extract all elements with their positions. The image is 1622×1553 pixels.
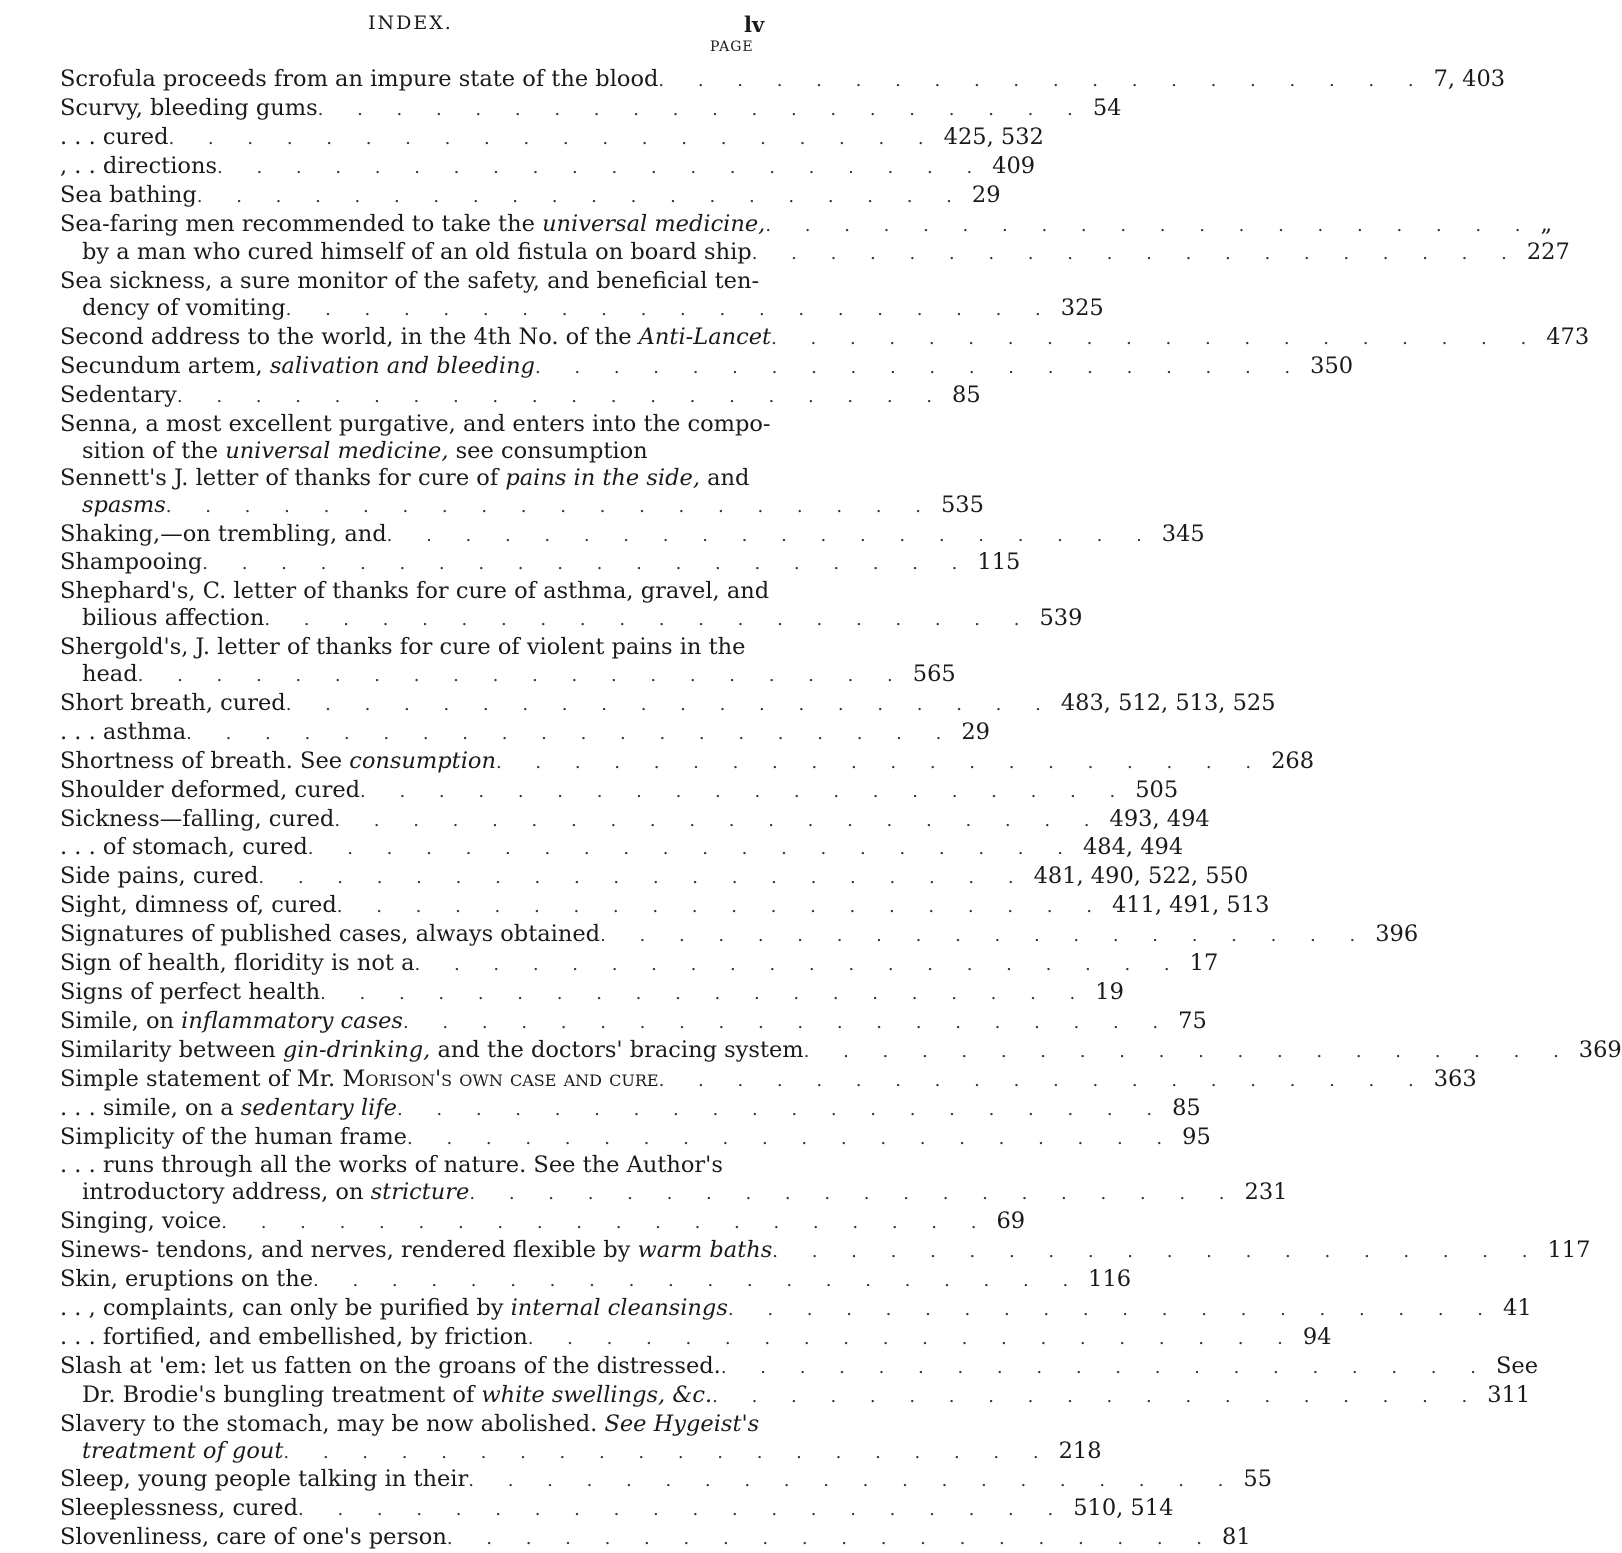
dot-leader: . . . . . . . . . . . . . . . . . . . . (527, 1327, 1297, 1349)
page-reference: 493, 494 (1109, 805, 1210, 832)
index-entry-text-part: Singing, voice (60, 1208, 222, 1235)
dot-leader: . . . . . . . . . . . . . . . . . . . . (712, 1385, 1482, 1407)
page-reference: 345 (1161, 520, 1205, 547)
index-entry-text (60, 1324, 528, 1351)
page-reference: 54 (1092, 94, 1122, 121)
index-entry (60, 210, 1553, 240)
index-entry-text-part: spasms (82, 491, 166, 518)
page-number: lv (744, 12, 765, 37)
index-entry-text (60, 748, 496, 775)
index-entry-text (60, 1124, 407, 1151)
index-entry-text-part: universal medicine, (542, 210, 766, 237)
index-entry (60, 863, 1249, 892)
index-entry-text-part: Side pains, cured (60, 863, 259, 890)
index-entry (60, 1123, 1211, 1153)
dot-leader: . . . . . . . . . . . . . . . . . . . . (469, 1183, 1239, 1205)
index-entry-text (60, 1008, 403, 1035)
index-entry (60, 834, 1184, 863)
index-entry-text-part: . . . of stomach, cured (60, 834, 308, 861)
page-reference: 55 (1243, 1466, 1273, 1493)
index-entry-text-part: introductory address, on (82, 1179, 371, 1206)
index-entry-text (60, 634, 745, 661)
dot-leader: . . . . . . . . . . . . . . . . . . . . (765, 214, 1535, 236)
page-reference: 369 (1578, 1036, 1622, 1063)
dot-leader: . . . . . . . . . . . . . . . . . . . . (534, 357, 1305, 379)
dot-leader: . . . . . . . . . . . . . . . . . . . . (137, 665, 907, 687)
dot-leader: . . . . . . . . . . . . . . . . . . . . (360, 780, 1130, 802)
index-entry-text (60, 1152, 723, 1179)
index-entry-text-part: Slash at 'em: let us fatten on the groans of the distressed. (60, 1352, 721, 1379)
index-entry-text-part: Morison's own case and cure (342, 1065, 659, 1092)
index-entry-text-part: inflammatory cases (181, 1007, 403, 1034)
index-entry (60, 438, 740, 465)
index-entry-text-part: by a man who cured himself of an old fistula on board ship (82, 239, 752, 266)
dot-leader: . . . . . . . . . . . . . . . . . . . . (720, 1356, 1490, 1378)
dot-leader: . . . . . . . . . . . . . . . . . . . . (264, 609, 1034, 631)
page-reference: See (1495, 1352, 1539, 1379)
index-entry-text (60, 777, 360, 804)
index-entry-text (60, 1295, 728, 1322)
index-entry-text (60, 124, 168, 151)
index-entry-text-part: Sedentary (60, 381, 177, 408)
dot-leader: . . . . . . . . . . . . . . . . . . . . (221, 1212, 991, 1234)
index-entry-text-part: See Hygeist's (604, 1410, 760, 1437)
dot-leader: . . . . . . . . . . . . . . . . . . . . (313, 1270, 1083, 1292)
page-reference: 350 (1310, 353, 1354, 380)
page-reference: 425, 532 (943, 123, 1044, 150)
index-entry (60, 1266, 1132, 1295)
page-reference: 510, 514 (1073, 1495, 1174, 1522)
index-entry (60, 239, 1570, 268)
index-entry-text-part: . . , complaints, can only be purified by (60, 1294, 511, 1321)
page-reference: 75 (1178, 1007, 1207, 1034)
index-entry-text-part: . . . fortified, and embellished, by friction (60, 1323, 528, 1350)
index-entry-text (60, 690, 286, 717)
index-entry (60, 718, 990, 748)
page-reference: 473 (1546, 324, 1590, 351)
page-column-label: PAGE (710, 39, 754, 55)
index-entry-text (60, 182, 197, 209)
index-entry-text-part: . . . simile, on a (60, 1094, 241, 1121)
index-entry (60, 1208, 1026, 1237)
index-entry-text-part: Dr. Brodie's bungling treatment of (82, 1381, 482, 1408)
dot-leader: . . . . . . . . . . . . . . . . . . . . (414, 954, 1184, 976)
index-entry-text (60, 719, 186, 746)
index-entry (60, 181, 1001, 211)
dot-leader: . . . . . . . . . . . . . . . . . . . . (186, 722, 956, 744)
dot-leader: . . . . . . . . . . . . . . . . . . . . (285, 299, 1055, 321)
index-entry (60, 1495, 1174, 1524)
index-entry (60, 268, 760, 295)
index-entry-text (60, 1495, 298, 1522)
page-reference: 483, 512, 513, 525 (1060, 689, 1276, 716)
page-reference: 363 (1433, 1065, 1477, 1092)
index-entry-text (60, 382, 177, 409)
dot-leader: . . . . . . . . . . . . . . . . . . . . (196, 185, 966, 207)
index-entry-text (60, 295, 286, 322)
page-reference: 116 (1088, 1266, 1132, 1293)
index-entry-text (60, 353, 535, 380)
index-entry-text-part: Shephard's, C. letter of thanks for cure of asthma, gravel, and (60, 578, 770, 605)
index-entry-text-part: Anti-Lancet (638, 324, 772, 351)
index-entry-text-part: . . . runs through all the works of nature. See the Author's (60, 1152, 723, 1179)
index-entry-text-part: gin-drinking, (282, 1036, 431, 1063)
index-entry-text-part: Sinews- tendons, and nerves, rendered flexible by (60, 1237, 638, 1264)
dot-leader: . . . . . . . . . . . . . . . . . . . . (771, 328, 1541, 350)
page-reference: 7, 403 (1433, 66, 1506, 92)
page-reference: 227 (1526, 239, 1570, 266)
page-reference: 29 (961, 718, 990, 745)
page-reference: 231 (1244, 1179, 1288, 1206)
index-entry-text-part: . . . asthma (60, 718, 187, 745)
page-reference: 85 (952, 381, 981, 408)
index-entry-text (60, 979, 320, 1006)
index-entry (60, 747, 1315, 777)
page-reference: 115 (977, 549, 1021, 576)
index-entry-text-part: Sign of health, floridity is not a (60, 950, 415, 977)
index-entry (60, 1065, 1477, 1095)
dot-leader: . . . . . . . . . . . . . . . . . . . . (168, 127, 938, 149)
index-entry-text-part: stricture (370, 1179, 470, 1206)
index-entry-text-part: pains in the side, (505, 464, 700, 491)
index-entry-text-part: Sea-faring men recommended to take the (60, 210, 543, 237)
index-entry (60, 1381, 1531, 1411)
index-entry-text (60, 892, 337, 919)
page-reference: 85 (1172, 1094, 1201, 1121)
index-entry-text-part: bilious affection (82, 605, 265, 632)
index-entry (60, 1237, 1591, 1266)
index-entry (60, 381, 981, 411)
dot-leader: . . . . . . . . . . . . . . . . . . . . (803, 1040, 1573, 1062)
page-reference: 17 (1189, 950, 1219, 977)
page-reference: 481, 490, 522, 550 (1033, 863, 1249, 890)
dot-leader: . . . . . . . . . . . . . . . . . . . . (600, 925, 1370, 947)
index-entry (60, 1007, 1207, 1037)
index-entry-text (60, 1179, 469, 1206)
dot-leader: . . . . . . . . . . . . . . . . . . . . (320, 983, 1090, 1004)
index-entry-text-part: and (699, 464, 750, 491)
index-entry-text-part: Simile, on (60, 1007, 182, 1034)
index-entry (60, 1323, 1332, 1353)
index-entry-text-part: . . . cured (60, 123, 169, 150)
index-entry-text-part: white swellings, &c. (481, 1381, 713, 1408)
index-entry-text-part: Sight, dimness of, cured (60, 892, 337, 919)
index-entry-text (60, 834, 308, 861)
page-reference: 268 (1271, 747, 1315, 774)
index-entry-text-part: Shampooing (60, 549, 203, 576)
index-entry (60, 979, 1124, 1008)
dot-leader: . . . . . . . . . . . . . . . . . . . . (258, 867, 1028, 889)
index-entry (60, 661, 956, 690)
index-entry (60, 1152, 740, 1179)
index-entry (60, 520, 1205, 550)
index-entry-text-part: Similarity between (60, 1036, 283, 1063)
index-entry (60, 491, 984, 521)
index-entry-text (60, 1095, 397, 1122)
index-entry (60, 152, 1036, 182)
index-entry (60, 776, 1179, 806)
index-entry-text (60, 1438, 283, 1465)
dot-leader: . . . . . . . . . . . . . . . . . . . . (751, 243, 1521, 265)
page-reference: 69 (996, 1208, 1026, 1235)
index-entry-text (60, 1353, 721, 1380)
index-entry-text-part: Shergold's, J. letter of thanks for cure of violent pains in the (60, 634, 746, 661)
index-entry-text-part: Sea bathing (60, 181, 197, 208)
index-entry (60, 66, 1506, 95)
index-entry-text (60, 921, 600, 948)
dot-leader: . . . . . . . . . . . . . . . . . . . . (336, 896, 1106, 918)
index-entry-text (60, 1066, 659, 1093)
dot-leader: . . . . . . . . . . . . . . . . . . . . (176, 385, 947, 407)
index-entry-text-part: Simplicity of the human frame (60, 1123, 407, 1150)
index-entry-text (60, 492, 166, 519)
dot-leader: . . . . . . . . . . . . . . . . . . . . (495, 751, 1266, 773)
index-entry-text (60, 95, 318, 122)
index-entry-text-part: Scrofula proceeds from an impure state of the blood (60, 66, 659, 92)
index-entry (60, 94, 1122, 124)
index-entry-text (60, 324, 771, 351)
index-entry-list (60, 66, 1622, 1553)
index-entry-text-part: consumption (349, 747, 496, 774)
dot-leader: . . . . . . . . . . . . . . . . . . . . (658, 1069, 1428, 1091)
page-reference: 565 (912, 661, 956, 688)
page-reference: „ (1540, 210, 1553, 237)
index-entry-text-part: Sennett's J. letter of thanks for cure of (60, 464, 506, 491)
index-entry-text (60, 66, 658, 93)
index-entry (60, 1466, 1273, 1495)
index-entry-text (60, 578, 769, 605)
index-entry (60, 464, 750, 492)
dot-leader: . . . . . . . . . . . . . . . . . . . . (402, 1011, 1173, 1033)
index-entry (60, 353, 1354, 382)
index-entry-text (60, 863, 258, 890)
index-entry (60, 1294, 1532, 1324)
page-reference: 505 (1135, 776, 1179, 803)
page-reference: 29 (971, 181, 1001, 208)
index-entry-text (60, 661, 138, 688)
dot-leader: . . . . . . . . . . . . . . . . . . . . (317, 98, 1087, 120)
index-entry (60, 1352, 1539, 1382)
index-entry-text-part: Slovenliness, care of one's person (60, 1524, 447, 1551)
index-entry-text-part: Senna, a most excellent purgative, and enters into the compo- (60, 410, 771, 437)
dot-leader: . . . . . . . . . . . . . . . . . . . . (334, 809, 1104, 831)
dot-leader: . . . . . . . . . . . . . . . . . . . . (165, 495, 935, 517)
index-entry-text-part: Shortness of breath. See (60, 747, 350, 774)
index-entry-text-part: Sickness—falling, cured (60, 805, 335, 832)
index-entry (60, 605, 1083, 634)
index-entry-text-part: Signs of perfect health (60, 979, 321, 1005)
index-entry-text (60, 1466, 468, 1493)
index-entry-text (60, 239, 752, 266)
dot-leader: . . . . . . . . . . . . . . . . . . . . (307, 838, 1077, 860)
index-entry (60, 549, 1021, 578)
page-reference: 95 (1182, 1123, 1211, 1150)
page-reference: 218 (1058, 1437, 1102, 1464)
index-entry-text (60, 153, 217, 180)
index-entry-text-part: Shoulder deformed, cured (60, 776, 361, 803)
page-reference: 409 (992, 152, 1036, 179)
index-entry-text-part: sedentary life (240, 1094, 397, 1121)
page-reference: 396 (1375, 921, 1419, 948)
index-entry (60, 295, 1104, 324)
index-entry-text-part: , . . directions (60, 152, 218, 179)
index-entry-text (60, 465, 749, 492)
index-entry-text-part: sition of the (82, 437, 226, 464)
index-entry-text-part: Short breath, cured (60, 689, 286, 716)
dot-leader: . . . . . . . . . . . . . . . . . . . . (202, 553, 972, 575)
index-entry (60, 123, 1044, 153)
page-reference: 535 (940, 491, 984, 518)
page-reference: 94 (1302, 1323, 1332, 1350)
dot-leader: . . . . . . . . . . . . . . . . . . . . (396, 1098, 1167, 1120)
index-entry-text-part: head (82, 661, 138, 688)
page-reference: 41 (1503, 1294, 1532, 1321)
index-entry-text (60, 1237, 772, 1264)
dot-leader: . . . . . . . . . . . . . . . . . . . . (298, 1499, 1068, 1521)
page-reference: 311 (1487, 1381, 1531, 1408)
index-entry-text-part: dency of vomiting (82, 295, 286, 322)
index-entry-text-part: universal medicine, (225, 437, 449, 464)
index-entry-text-part: Scurvy, bleeding gums (60, 94, 318, 121)
index-entry-text-part: Simple statement of Mr. (60, 1065, 343, 1092)
index-entry-text-part: and the doctors' bracing system (430, 1036, 804, 1063)
dot-leader: . . . . . . . . . . . . . . . . . . . . (658, 70, 1428, 91)
index-entry-text-part: Skin, eruptions on the (60, 1266, 314, 1293)
page-reference: 484, 494 (1082, 834, 1184, 861)
index-entry-text (60, 1208, 221, 1235)
dot-leader: . . . . . . . . . . . . . . . . . . . . (468, 1470, 1238, 1492)
index-entry (60, 410, 771, 438)
dot-leader: . . . . . . . . . . . . . . . . . . . . (727, 1298, 1498, 1320)
page-reference: 539 (1039, 605, 1083, 632)
index-entry-text (60, 1411, 759, 1438)
index-entry-text (60, 605, 264, 632)
index-entry-text-part: Shaking,—on trembling, and (60, 520, 387, 547)
index-entry-text (60, 268, 759, 295)
dot-leader: . . . . . . . . . . . . . . . . . . . . (407, 1127, 1177, 1149)
dot-leader: . . . . . . . . . . . . . . . . . . . . (217, 156, 987, 178)
index-entry-text (60, 521, 387, 548)
index-entry-text (60, 1266, 313, 1293)
index-entry (60, 1094, 1201, 1124)
index-entry-text (60, 1037, 804, 1064)
index-entry-text (60, 411, 771, 438)
index-entry-text-part: Sleep, young people talking in their (60, 1466, 469, 1493)
index-entry-text-part: Sea sickness, a sure monitor of the safety, and beneficial ten- (60, 268, 760, 295)
page-reference: 411, 491, 513 (1111, 892, 1270, 919)
index-entry-text (60, 1524, 447, 1551)
dot-leader: . . . . . . . . . . . . . . . . . . . . (446, 1528, 1216, 1550)
index-entry (60, 1036, 1622, 1066)
index-entry-text-part: treatment of gout (82, 1437, 284, 1464)
index-entry (60, 805, 1210, 835)
index-entry (60, 892, 1270, 921)
index-entry (60, 1410, 760, 1438)
page-reference: 19 (1095, 979, 1124, 1005)
index-entry-text-part: warm baths (637, 1237, 773, 1264)
dot-leader: . . . . . . . . . . . . . . . . . . . . (772, 1241, 1542, 1263)
index-entry (60, 324, 1590, 353)
index-entry (60, 921, 1419, 950)
dot-leader: . . . . . . . . . . . . . . . . . . . . (283, 1441, 1053, 1463)
index-entry (60, 950, 1219, 979)
dot-leader: . . . . . . . . . . . . . . . . . . . . (386, 524, 1156, 546)
index-entry (60, 1524, 1251, 1553)
index-entry-text-part: Sleeplessness, cured (60, 1495, 299, 1522)
index-entry-text-part: internal cleansings (510, 1294, 728, 1321)
index-entry-text (60, 211, 765, 238)
index-entry (60, 689, 1276, 719)
index-entry-text (60, 950, 415, 977)
index-entry-text-part: see consumption (448, 437, 648, 464)
page-reference: 81 (1222, 1524, 1251, 1551)
page-reference: 325 (1060, 295, 1104, 322)
index-entry-text-part: Second address to the world, in the 4th No. of the (60, 324, 639, 351)
index-entry-text (60, 806, 334, 833)
page-header (0, 12, 801, 55)
index-entry (60, 578, 770, 605)
running-title: INDEX. (368, 12, 453, 34)
index-entry-text-part: Secundum artem, (60, 353, 270, 380)
page-reference: 117 (1547, 1237, 1591, 1264)
index-entry (60, 634, 746, 661)
index-entry (60, 1437, 1102, 1467)
index-entry-text (60, 549, 202, 576)
dot-leader: . . . . . . . . . . . . . . . . . . . . (285, 693, 1055, 715)
index-entry (60, 1179, 1288, 1208)
index-entry-text (60, 1382, 712, 1409)
index-entry-text-part: Signatures of published cases, always obtained (60, 921, 601, 948)
index-entry-text (60, 438, 648, 465)
index-entry-text-part: Slavery to the stomach, may be now abolished. (60, 1410, 605, 1437)
index-entry-text-part: salivation and bleeding (269, 353, 535, 380)
